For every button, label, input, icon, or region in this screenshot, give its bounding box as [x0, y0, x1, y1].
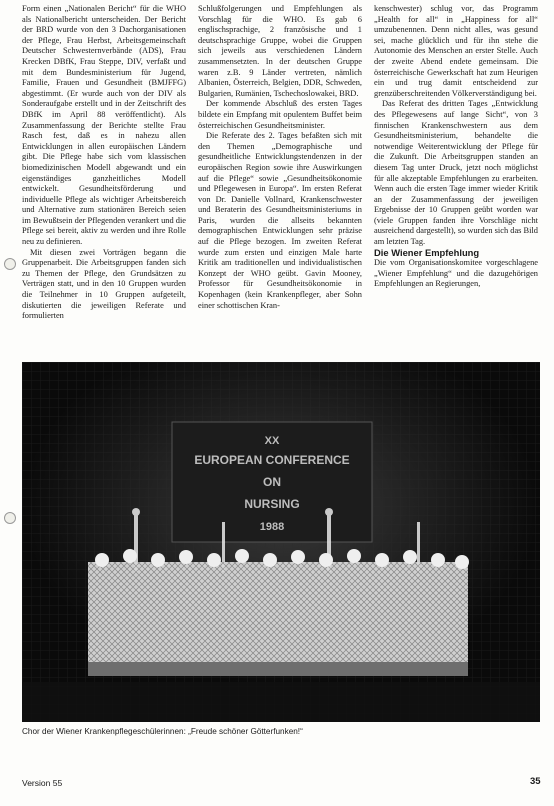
paragraph: Der kommende Abschluß des ersten Tages bildete ein Empfang mit opulentem Buffet beim österreichischen Gesundheitsminister. — [198, 99, 362, 130]
text-column-1 — [22, 4, 186, 356]
page-number: 35 — [530, 776, 541, 787]
banner-line: XX — [264, 435, 280, 447]
paragraph: Mit diesen zwei Vorträgen begann die Gruppenarbeit. Die Arbeitsgruppen fanden sich zu Themen der Pflege, den Grundsätzen zu Verträgen statt, und in den 10 Gruppen wurden die Teilnehmer in 10 Gruppen aufgeteilt, diskutierten die jeweiligen Referate und formulierten — [22, 247, 186, 321]
banner-line: 1988 — [259, 521, 285, 533]
paragraph: Das Referat des dritten Tages „Entwicklung des Pflegewesens auf lange Sicht“, von 3 finnischen Krankenschwestern aus dem Gesundheitsministerium, behandelte die notwendige Weiterentwicklung der Pflege für die Zukunft. Die Arbeitsgruppen standen an diesem Tag unter Druck, jetzt noch möglichst für alle akzeptable Empfehlungen zu erarbeiten. Wenn auch die ersten Tage immer wieder Kritik an der Zusammenfassung der jeweiligen Ergebnisse der 10 Gruppen geübt worden war (viele Gruppen fanden ihre Vorschläge nicht ausreichend dargestellt), so wurden sich das Bild am letzten Tag. — [374, 99, 538, 247]
banner-line: NURSING — [244, 497, 300, 511]
banner-line: ON — [263, 475, 281, 489]
text-column-3 — [374, 4, 538, 356]
photo-caption: Chor der Wiener Krankenpflegeschülerinnen: „Freude schöner Götterfunken!“ — [22, 727, 303, 736]
stage-banner — [172, 422, 372, 542]
choir-photo — [22, 362, 540, 722]
banner-line: EUROPEAN CONFERENCE — [194, 453, 350, 467]
paragraph: Schlußfolgerungen und Empfehlungen als Vorschlag für die WHO. Es gab 6 englischsprachige, 2 französische und 1 deutschsprachige Gruppe, wobei die Gruppen sich jeweils aus verschiedenen Ländern zusammensetzten. In der deutschen Gruppe waren z.B. 9 Länder vertreten, nämlich Albanien, Österreich, Belgien, DDR, Schweden, Bulgarien, Rumänien, Tschechoslowakei, BRD. — [198, 4, 362, 98]
section-heading: Die Wiener Empfehlung — [374, 246, 480, 258]
binder-hole-icon — [4, 512, 16, 524]
paragraph: Die vom Organisationskomitee vorgeschlagene „Wiener Empfehlung“ und die dazugehörigen Empfehlungen an Regierungen, — [374, 258, 538, 289]
binder-hole-icon — [4, 258, 16, 270]
paragraph: kenschwester) schlug vor, das Programm „Health for all“ in „Happiness for all“ umzubenennen. Denn nicht alles, was gesund sei, mache glücklich und für ihn stehe die Autonomie des Menschen an erster Stelle. Auch der zweite Abend endete gemeinsam. Die österreichische Gewerkschaft hat zum Heurigen ein und trug damit entscheidend zur grenzüberschreitenden Völkerverständigung bei. — [374, 4, 538, 98]
paragraph: Form einen „Nationalen Bericht“ für die WHO als Nationalbericht unterscheiden. Der Bericht der BRD wurde von den 3 Dachorganisationen der Pflege, Frau Herbst, Arbeitsgemeinschaft Deutscher Schwesternverbände (ADS), Frau Krecken DBfK, Frau Steppe, DIV, verfaßt und mit dem Bundesministerium für Jugend, Familie, Frauen und Gesundheit (BMJFFG) abgestimmt. (Er wurde auch von der DIV als Sonderaufgabe erstellt und in der Zeitschrift des DBfK im April 88 veröffentlicht). Als Zusammenfassung der Berichte stellte Frau Rasch fest, daß es in nahezu allen Entwicklungen in allen europäischen Ländern gibt. Die Pflege habe sich vom klassischen biomedizinischen Modell abgewandt und ein eigenständiges ganzheitliches Modell entwickelt. Gesundheitsförderung und individuelle Pflege als wichtiger Arbeitsbereich und Alternative zum stationären Bereich seien im Bewußtsein der Pflegenden verankert und die Pflege sei bereit, aktiv zu werden und ihre Rolle neu zu definieren. — [22, 4, 186, 247]
choir-group — [88, 549, 469, 676]
footer-publication: Version 55 — [22, 778, 63, 788]
paragraph: Die Referate des 2. Tages befaßten sich mit den Themen „Demographische und gesundheitliche Entwicklungstendenzen in der europäischen Region sowie ihre Auswirkungen auf die Pflege“ sowie „Gesundheitsökonomie und Pflegewesen in Europa“. Im ersten Referat von Dr. Danielle Vollnard, Krankenschwester und Beraterin des Gesundheitsministeriums in Paris, wurden die allseits bekannten demographischen Entwicklungen sehr präzise auf die Pflege bezogen. Im zweiten Referat wurde zum ersten und einzigen Male harte Kritik am traditionellen und individualistischen Konzept der WHO geübt. Gavin Mooney, Professor für Gesundheitsökonomie in Kopenhagen (kein Krankenpfleger, aber Sohn einer schottischen Kran- — [198, 131, 362, 310]
choir-photo-image — [22, 362, 540, 722]
text-column-2 — [198, 4, 362, 356]
